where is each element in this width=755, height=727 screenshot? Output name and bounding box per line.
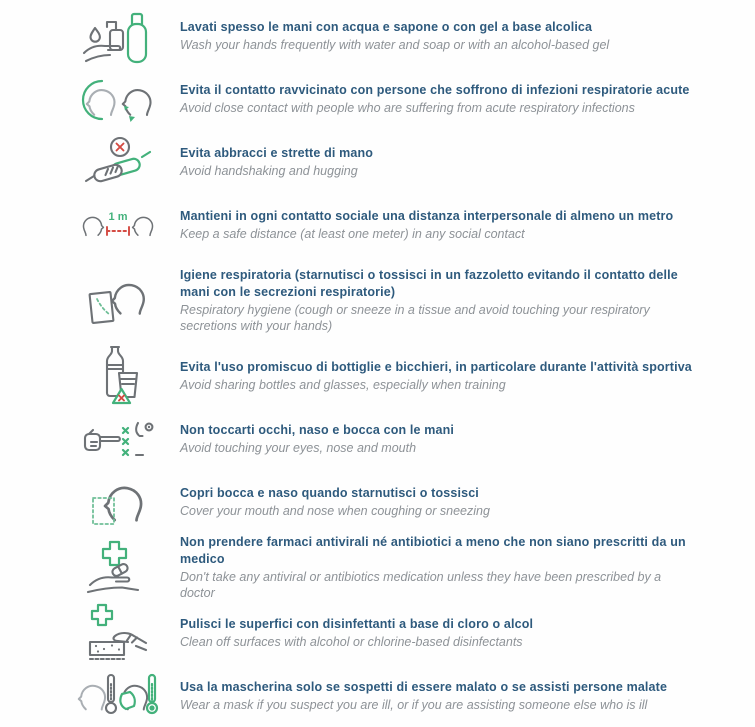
guideline-title-it: Mantieni in ogni contatto sociale una distanza interpersonale di almeno un metro xyxy=(180,209,674,224)
guideline-subtitle-en: Avoid close contact with people who are suffering from acute respiratory infections xyxy=(180,101,635,116)
guideline-row xyxy=(56,344,725,408)
guideline-row xyxy=(56,68,725,131)
cover-mouth-icon xyxy=(87,475,149,531)
guideline-row xyxy=(56,5,725,68)
guideline-title-it: Lavati spesso le mani con acqua e sapone o con gel a base alcolica xyxy=(180,20,593,35)
guideline-row xyxy=(56,601,725,664)
guideline-title-it: Evita il contatto ravvicinato con persone che soffrono di infezioni respiratorie acute xyxy=(180,83,690,98)
guideline-title-it: Evita abbracci e strette di mano xyxy=(180,146,374,161)
one-meter-label: 1 m xyxy=(108,210,128,223)
guideline-subtitle-en: Avoid sharing bottles and glasses, especially when training xyxy=(180,377,506,392)
guideline-subtitle-en: Clean off surfaces with alcohol or chlorine-based disinfectants xyxy=(180,634,523,649)
guideline-subtitle-en: Avoid touching your eyes, nose and mouth xyxy=(180,441,417,456)
guideline-title-it: Usa la mascherina solo se sospetti di essere malato o se assisti persone malate xyxy=(180,679,668,694)
guideline-row xyxy=(56,408,725,471)
guideline-subtitle-en: Wash your hands frequently with water and soap or with an alcohol-based gel xyxy=(180,38,610,53)
guideline-title-it: Evita l'uso promiscuo di bottiglie e bicchieri, in particolare durante l'attività sportiva xyxy=(180,359,692,374)
guideline-subtitle-en: Respiratory hygiene (cough or sneeze in a tissue and avoid touching your respiratory secretions with your hands) xyxy=(180,302,650,333)
guideline-title-it: Non toccarti occhi, naso e bocca con le mani xyxy=(180,423,455,438)
guideline-title-it: Copri bocca e naso quando starnutisci o tossisci xyxy=(180,486,479,501)
guideline-subtitle-en: Cover your mouth and nose when coughing or sneezing xyxy=(180,504,490,519)
guideline-row xyxy=(56,664,725,727)
respiratory-hygiene-icon xyxy=(86,272,150,330)
no-shared-bottles-icon xyxy=(90,344,146,408)
no-handshake-icon xyxy=(82,135,154,191)
no-touch-face-icon xyxy=(79,415,157,465)
guideline-row xyxy=(56,131,725,194)
no-self-medication-icon xyxy=(86,539,150,597)
guideline-row xyxy=(56,257,725,344)
face-mask-icon xyxy=(76,668,160,724)
guideline-row xyxy=(56,194,725,257)
guideline-subtitle-en: Keep a safe distance (at least one meter) in any social contact xyxy=(180,227,525,242)
avoid-close-contact-icon xyxy=(80,75,156,125)
guideline-title-it: Igiene respiratoria (starnutisci o tossisci in un fazzoletto evitando il contatto delle mani con le secrezioni respiratorie) xyxy=(180,267,678,299)
one-meter-distance-icon xyxy=(78,204,158,248)
guideline-subtitle-en: Don't take any antiviral or antibiotics medication unless they have been prescribed by a doctor xyxy=(180,569,662,600)
guideline-title-it: Pulisci le superfici con disinfettanti a base di cloro o alcol xyxy=(180,616,534,631)
guideline-subtitle-en: Avoid handshaking and hugging xyxy=(180,164,358,179)
guideline-title-it: Non prendere farmaci antivirali né antibiotici a meno che non siano prescritti da un medico xyxy=(180,535,686,566)
wash-hands-icon xyxy=(82,8,154,66)
guideline-row xyxy=(56,534,725,601)
guideline-subtitle-en: Wear a mask if you suspect you are ill, or if you are assisting someone else who is ill xyxy=(180,697,648,712)
guideline-row xyxy=(56,471,725,534)
disinfect-surfaces-icon xyxy=(86,603,150,663)
